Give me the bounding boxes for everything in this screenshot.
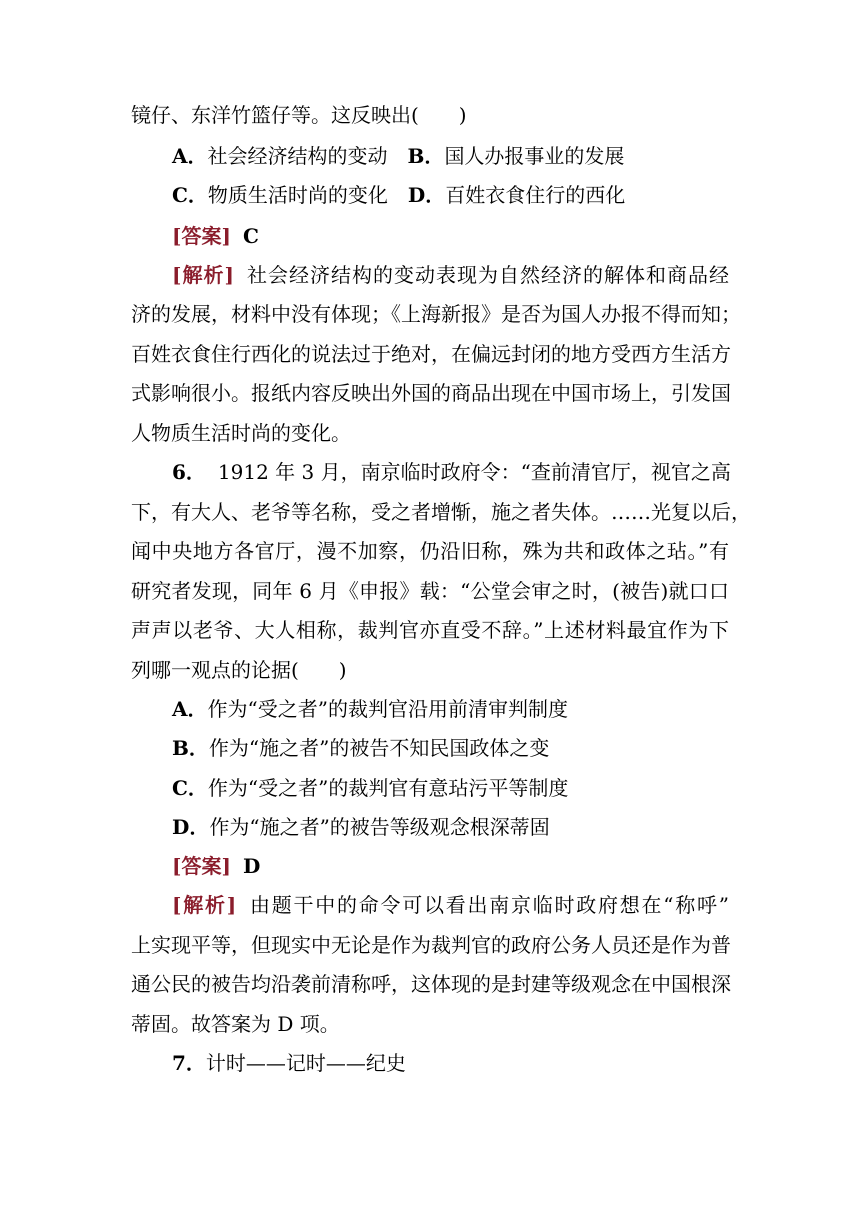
q5-analysis-line-1: [解析] 社会经济结构的变动表现为自然经济的解体和商品经 [172, 263, 729, 287]
q6-stem-line-5: 声声以老爷、大人相称，裁判官亦直受不辞。”上述材料最宜作为下 [131, 618, 729, 642]
q5-options-row-1 [172, 141, 624, 171]
q5-options-row-2 [172, 180, 625, 210]
q5-analysis-line-3: 百姓衣食住行西化的说法过于绝对，在偏远封闭的地方受西方生活方 [131, 342, 731, 366]
q6-stem-line-1: 6． 1912 年 3 月，南京临时政府令：“查前清官厅，视官之高 [172, 460, 731, 484]
q7-number: 7． [172, 1051, 206, 1075]
q6-analysis-line-3: 通公民的被告均沿袭前清称呼，这体现的是封建等级观念在中国根深 [131, 972, 731, 996]
q5-analysis-line-4: 式影响很小。报纸内容反映出外国的商品出现在中国市场上，引发国 [131, 381, 731, 405]
q6-option-c: C．作为“受之者”的裁判官有意玷污平等制度 [172, 776, 569, 800]
q5-answer-value: C [242, 224, 259, 248]
q5-option-d: D．百姓衣食住行的西化 [407, 183, 626, 207]
q6-option-b: B．作为“施之者”的被告不知民国政体之变 [172, 736, 550, 760]
q6-answer [172, 851, 260, 881]
q6-stem-line-3: 闻中央地方各官厅，漫不加察，仍沿旧称，殊为共和政体之玷。”有 [131, 539, 729, 563]
q6-analysis-tag: [解析] [172, 893, 237, 917]
q6-number: 6． [172, 460, 206, 484]
q6-answer-tag: [答案] [172, 854, 231, 878]
q6-answer-value: D [242, 854, 261, 878]
q5-analysis-tag: [解析] [172, 263, 234, 287]
q6-option-a: A．作为“受之者”的裁判官沿用前清审判制度 [172, 697, 568, 721]
q5-analysis-line-2: 济的发展，材料中没有体现；《上海新报》是否为国人办报不得而知； [131, 302, 741, 326]
q6-analysis-line-1: [解析] 由题干中的命令可以看出南京临时政府想在“称呼” [172, 893, 729, 917]
q6-stem-line-2: 下，有大人、老爷等名称，受之者增惭，施之者失体。……光复以后， [131, 500, 751, 524]
q6-stem-line-6: 列哪一观点的论据( ) [131, 658, 347, 682]
q5-answer [172, 221, 259, 251]
q5-option-a: A．社会经济结构的变动 [172, 144, 388, 168]
q7-stem: 7．计时——记时——纪史 [172, 1051, 406, 1075]
q5-answer-tag: [答案] [172, 224, 231, 248]
q6-option-d: D．作为“施之者”的被告等级观念根深蒂固 [172, 815, 550, 839]
q6-analysis-line-2: 上实现平等，但现实中无论是作为裁判官的政府公务人员还是作为普 [131, 933, 731, 957]
q5-option-b: B．国人办报事业的发展 [407, 144, 625, 168]
q5-analysis-line-5: 人物质生活时尚的变化。 [131, 421, 351, 445]
q6-stem-line-4: 研究者发现，同年 6 月《申报》载：“公堂会审之时，(被告)就口口 [131, 579, 729, 603]
q6-analysis-line-4: 蒂固。故答案为 D 项。 [131, 1012, 340, 1036]
q5-option-c: C．物质生活时尚的变化 [172, 183, 388, 207]
q5-stem-tail: 镜仔、东洋竹篮仔等。这反映出( ) [131, 103, 467, 127]
